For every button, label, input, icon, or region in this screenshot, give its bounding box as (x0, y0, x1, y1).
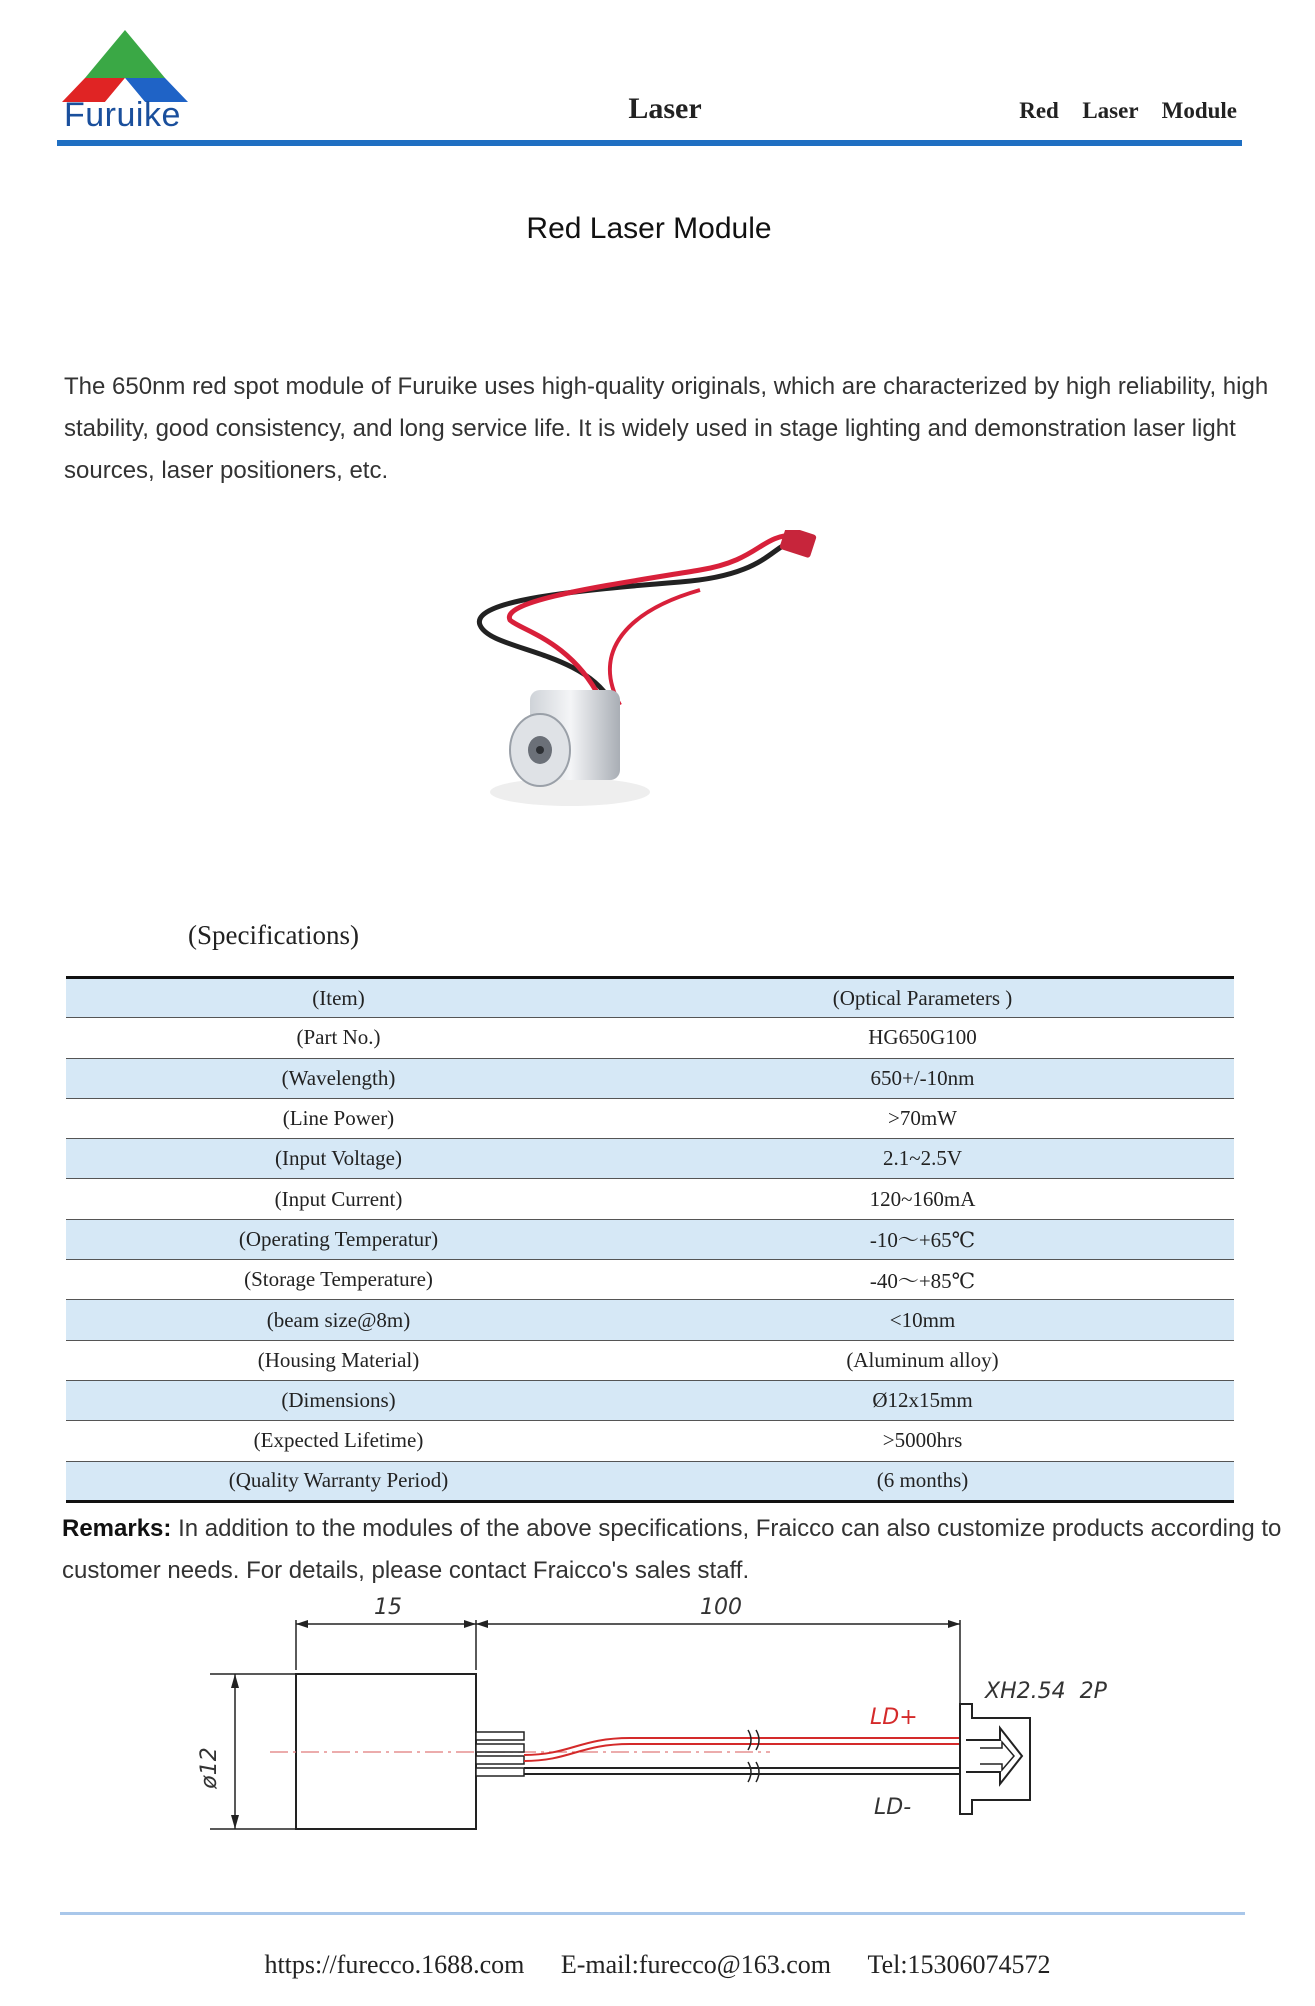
laser-module-photo (460, 530, 880, 830)
intro-paragraph: The 650nm red spot module of Furuike uses high-quality originals, which are characterized by high reliability, high stability, good consistency, and long service life. It is widely used in stage lighting and demonstration laser light sources, laser positioners, etc. (64, 373, 1269, 484)
spec-value: (6 months) (611, 1461, 1234, 1501)
spec-value: 120~160mA (611, 1179, 1234, 1219)
spec-value: 2.1~2.5V (611, 1139, 1234, 1179)
spec-item: (Dimensions) (66, 1380, 611, 1420)
spec-row (66, 1179, 1234, 1219)
specifications-table (66, 976, 1234, 1503)
footer-divider (60, 1912, 1245, 1915)
spec-row (66, 1018, 1234, 1058)
spec-row (66, 1461, 1234, 1501)
spec-value: >5000hrs (611, 1421, 1234, 1461)
remarks-label: Remarks: (62, 1515, 172, 1542)
spec-value: -40～+85℃ (611, 1260, 1234, 1300)
spec-item: (Input Voltage) (66, 1139, 611, 1179)
document-title: Red Laser Module (526, 212, 772, 245)
spec-value: Ø12x15mm (611, 1380, 1234, 1420)
footer-telephone: Tel:15306074572 (867, 1950, 1051, 1979)
spec-item: (Operating Temperatur) (66, 1219, 611, 1259)
spec-value: (Aluminum alloy) (611, 1340, 1234, 1380)
spec-item: (Storage Temperature) (66, 1260, 611, 1300)
spec-row (66, 1421, 1234, 1461)
spec-row (66, 1260, 1234, 1300)
footer-email-link[interactable]: E-mail:furecco@163.com (560, 1950, 831, 1979)
footer-contact (0, 1950, 1315, 1980)
spec-value: 650+/-10nm (611, 1058, 1234, 1098)
wire-positive-label: LD+ (870, 1705, 918, 1730)
spec-row (66, 1098, 1234, 1138)
spec-row (66, 1139, 1234, 1179)
spec-value: -10～+65℃ (611, 1219, 1234, 1259)
spec-item: (Line Power) (66, 1098, 611, 1138)
specifications-heading: (Specifications) (188, 920, 359, 950)
spec-item: (Housing Material) (66, 1340, 611, 1380)
dim-diameter: ø12 (197, 1747, 222, 1789)
spec-item: (Expected Lifetime) (66, 1421, 611, 1461)
footer-website-link[interactable]: https://furecco.1688.com (264, 1950, 525, 1979)
dim-cable-length: 100 (700, 1595, 742, 1620)
header-divider (57, 140, 1242, 146)
spec-row (66, 1380, 1234, 1420)
spec-item: (Quality Warranty Period) (66, 1461, 611, 1501)
dimension-drawing (190, 1592, 1150, 1852)
header-center-title: Laser (628, 92, 702, 125)
spec-value: HG650G100 (611, 1018, 1234, 1058)
wire-negative-label: LD- (874, 1795, 912, 1820)
spec-item: (beam size@8m) (66, 1300, 611, 1340)
spec-item: (Part No.) (66, 1018, 611, 1058)
remarks-paragraph (62, 1508, 1292, 1592)
spec-row (66, 1300, 1234, 1340)
spec-row (66, 1340, 1234, 1380)
spec-item: (Input Current) (66, 1179, 611, 1219)
spec-row (66, 978, 1234, 1018)
dim-body-length: 15 (374, 1595, 402, 1620)
spec-item: (Wavelength) (66, 1058, 611, 1098)
spec-row (66, 1219, 1234, 1259)
spec-value: (Optical Parameters ) (611, 978, 1234, 1018)
remarks-text: In addition to the modules of the above specifications, Fraicco can also customize products according to customer needs. For details, please contact Fraicco's sales staff. (62, 1515, 1282, 1584)
header-right-title: Red Laser Module (1019, 98, 1237, 123)
spec-row (66, 1058, 1234, 1098)
spec-value: >70mW (611, 1098, 1234, 1138)
brand-name: Furuike (64, 96, 181, 134)
spec-item: (Item) (66, 978, 611, 1018)
connector-label: XH2.54 2P (985, 1679, 1107, 1704)
spec-value: <10mm (611, 1300, 1234, 1340)
